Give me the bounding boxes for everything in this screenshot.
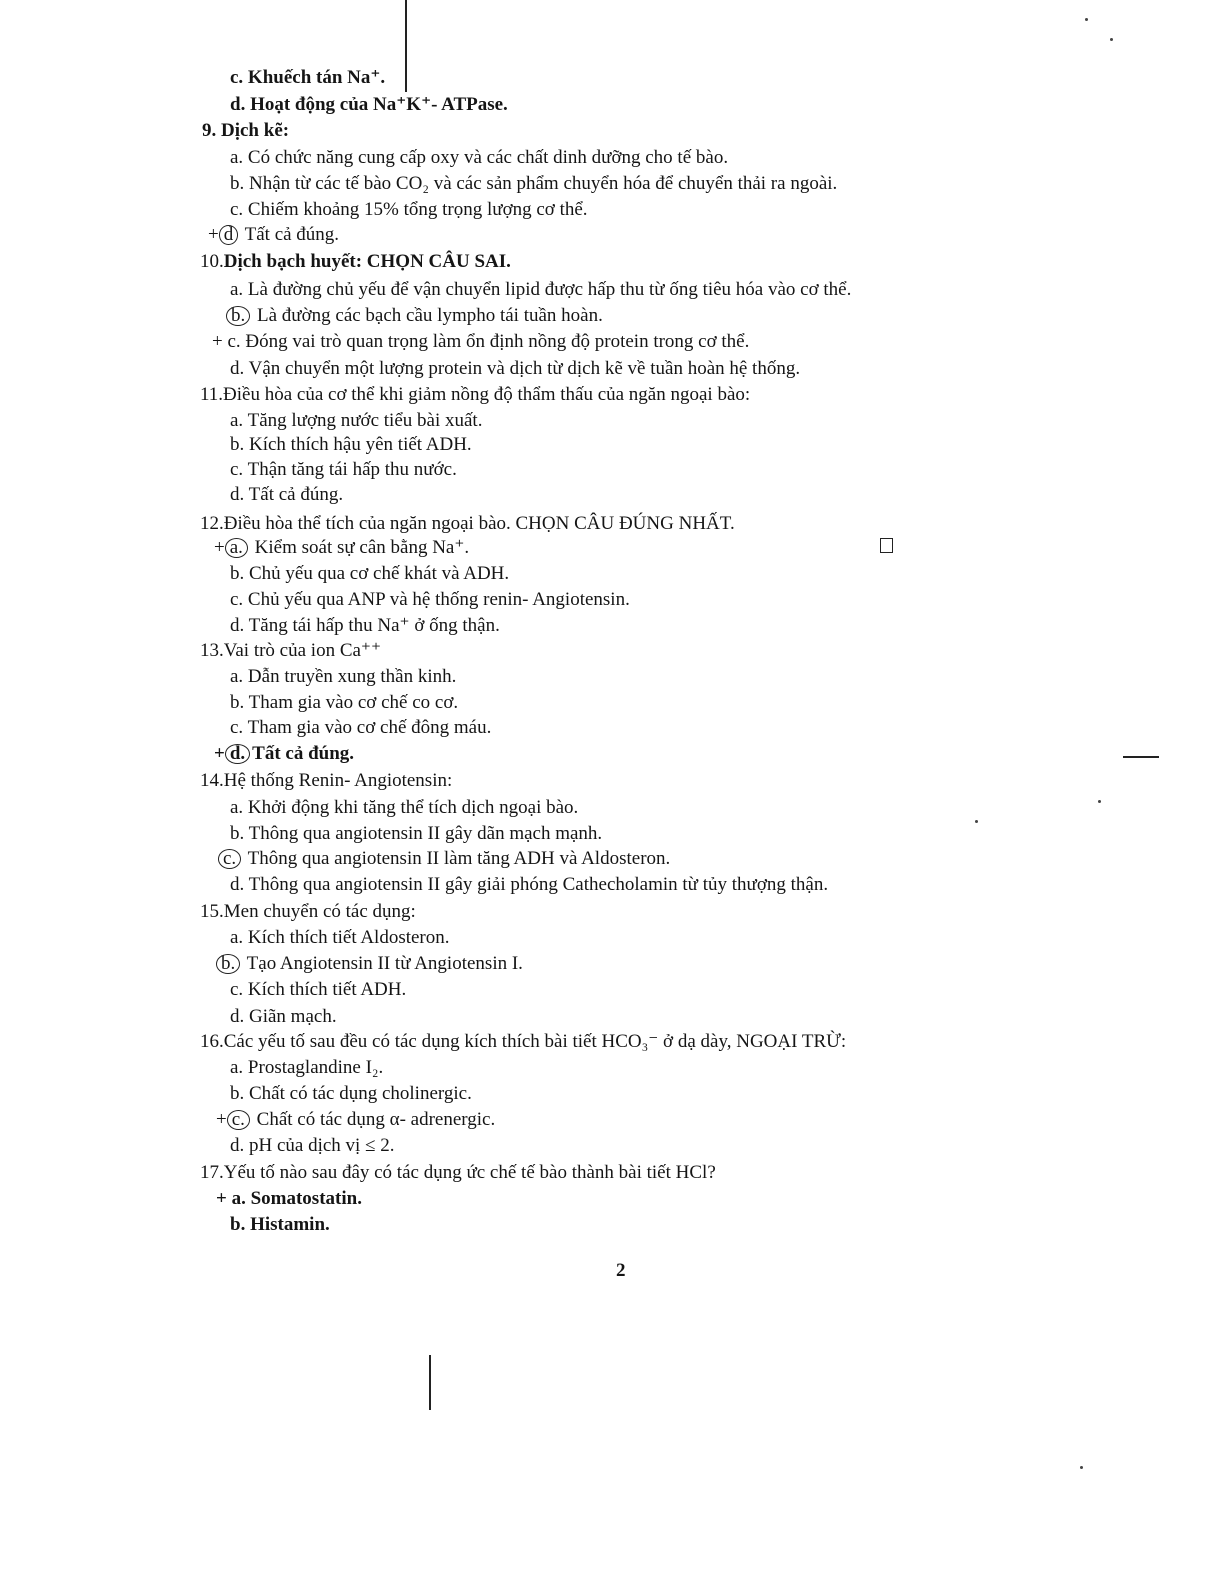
option-9d: + d Tất cả đúng. xyxy=(208,224,340,245)
page-number: 2 xyxy=(616,1260,626,1281)
option-13b: b. Tham gia vào cơ chế co cơ. xyxy=(230,692,459,713)
option-14c: c. Thông qua angiotensin II làm tăng ADH và Aldosteron. xyxy=(218,847,670,871)
option-11c: c. Thận tăng tái hấp thu nước. xyxy=(230,459,457,480)
option-11b: b. Kích thích hậu yên tiết ADH. xyxy=(230,434,472,455)
question-9: 9. Dịch kẽ: xyxy=(202,120,290,141)
circled-answer-icon: c. xyxy=(218,849,241,869)
option-9c: c. Chiếm khoảng 15% tổng trọng lượng cơ thể. xyxy=(230,199,588,220)
option-14b: b. Thông qua angiotensin II gây dãn mạch mạnh. xyxy=(230,823,603,844)
option-12b: b. Chủ yếu qua cơ chế khát và ADH. xyxy=(230,563,510,584)
speck xyxy=(975,820,978,823)
option-10a: a. Là đường chủ yếu để vận chuyển lipid được hấp thu từ ống tiêu hóa vào cơ thể. xyxy=(230,279,852,300)
option-15d: d. Giãn mạch. xyxy=(230,1006,337,1027)
option-8c: c. Khuếch tán Na⁺. xyxy=(230,67,386,88)
option-14a: a. Khởi động khi tăng thể tích dịch ngoại bào. xyxy=(230,797,579,818)
plus-mark: + xyxy=(216,1188,227,1209)
circled-answer-icon: d xyxy=(219,225,239,245)
speck xyxy=(1085,18,1088,21)
plus-mark: + xyxy=(214,537,225,558)
option-12d: d. Tăng tái hấp thu Na⁺ ở ống thận. xyxy=(230,615,500,636)
option-14d: d. Thông qua angiotensin II gây giải phóng Cathecholamin từ tủy thượng thận. xyxy=(230,874,829,895)
speck xyxy=(1110,38,1113,41)
option-9b: b. Nhận từ các tế bào CO₂ và các sản phẩm chuyển hóa để chuyển thải ra ngoài. xyxy=(230,173,838,194)
question-16: 16.Các yếu tố sau đều có tác dụng kích thích bài tiết HCO₃⁻ ở dạ dày, NGOẠI TRỪ: xyxy=(200,1031,847,1052)
question-17: 17.Yếu tố nào sau đây có tác dụng ức chế tế bào thành bài tiết HCl? xyxy=(200,1162,716,1183)
plus-mark: + xyxy=(214,743,225,764)
option-12c: c. Chủ yếu qua ANP và hệ thống renin- Angiotensin. xyxy=(230,589,630,610)
option-16d: d. pH của dịch vị ≤ 2. xyxy=(230,1135,395,1156)
plus-mark: + xyxy=(216,1109,227,1130)
question-15: 15.Men chuyển có tác dụng: xyxy=(200,901,416,922)
circled-answer-icon: a. xyxy=(225,538,248,558)
speck xyxy=(1098,800,1101,803)
option-17b: b. Histamin. xyxy=(230,1214,330,1235)
option-9a: a. Có chức năng cung cấp oxy và các chất dinh dưỡng cho tế bào. xyxy=(230,147,729,168)
circled-answer-icon: b. xyxy=(226,306,250,326)
option-12a: + a. Kiểm soát sự cân bằng Na⁺. xyxy=(214,537,470,558)
option-11a: a. Tăng lượng nước tiểu bài xuất. xyxy=(230,410,483,431)
question-14: 14.Hệ thống Renin- Angiotensin: xyxy=(200,770,453,791)
option-15b: b. Tạo Angiotensin II từ Angiotensin I. xyxy=(216,952,523,976)
option-15c: c. Kích thích tiết ADH. xyxy=(230,979,407,1000)
question-13: 13.Vai trò của ion Ca⁺⁺ xyxy=(200,640,381,661)
question-11: 11.Điều hòa của cơ thể khi giảm nồng độ thẩm thấu của ngăn ngoại bào: xyxy=(200,384,751,405)
option-16a: a. Prostaglandine I₂. xyxy=(230,1057,384,1078)
option-17a: + a. Somatostatin. xyxy=(216,1188,362,1209)
option-10b: b. Là đường các bạch cầu lympho tái tuần hoàn. xyxy=(226,304,603,328)
speck xyxy=(1080,1466,1083,1469)
checkbox-icon xyxy=(880,538,893,553)
option-13d: + d. Tất cả đúng. xyxy=(214,743,355,764)
question-10: 10.Dịch bạch huyết: CHỌN CÂU SAI. xyxy=(200,251,511,272)
option-15a: a. Kích thích tiết Aldosteron. xyxy=(230,927,450,948)
option-13a: a. Dẫn truyền xung thần kinh. xyxy=(230,666,457,687)
circled-answer-icon: c. xyxy=(227,1110,250,1130)
circled-answer-icon: b. xyxy=(216,954,240,974)
option-16c: + c. Chất có tác dụng α- adrenergic. xyxy=(216,1109,496,1130)
plus-mark: + xyxy=(212,331,223,352)
question-12: 12.Điều hòa thể tích của ngăn ngoại bào. CHỌN CÂU ĐÚNG NHẤT. xyxy=(200,513,735,534)
plus-mark: + xyxy=(208,224,219,245)
option-11d: d. Tất cả đúng. xyxy=(230,484,344,505)
option-13c: c. Tham gia vào cơ chế đông máu. xyxy=(230,717,492,738)
option-8d: d. Hoạt động của Na⁺K⁺- ATPase. xyxy=(230,94,508,115)
option-16b: b. Chất có tác dụng cholinergic. xyxy=(230,1083,472,1104)
scan-mark-top xyxy=(405,0,407,92)
scan-mark-right xyxy=(1123,756,1159,758)
circled-answer-icon: d. xyxy=(225,744,250,764)
option-10d: d. Vận chuyển một lượng protein và dịch từ dịch kẽ về tuần hoàn hệ thống. xyxy=(230,358,801,379)
scan-mark-bottom xyxy=(429,1355,431,1410)
option-10c: + c. Đóng vai trò quan trọng làm ổn định nồng độ protein trong cơ thể. xyxy=(212,331,750,352)
